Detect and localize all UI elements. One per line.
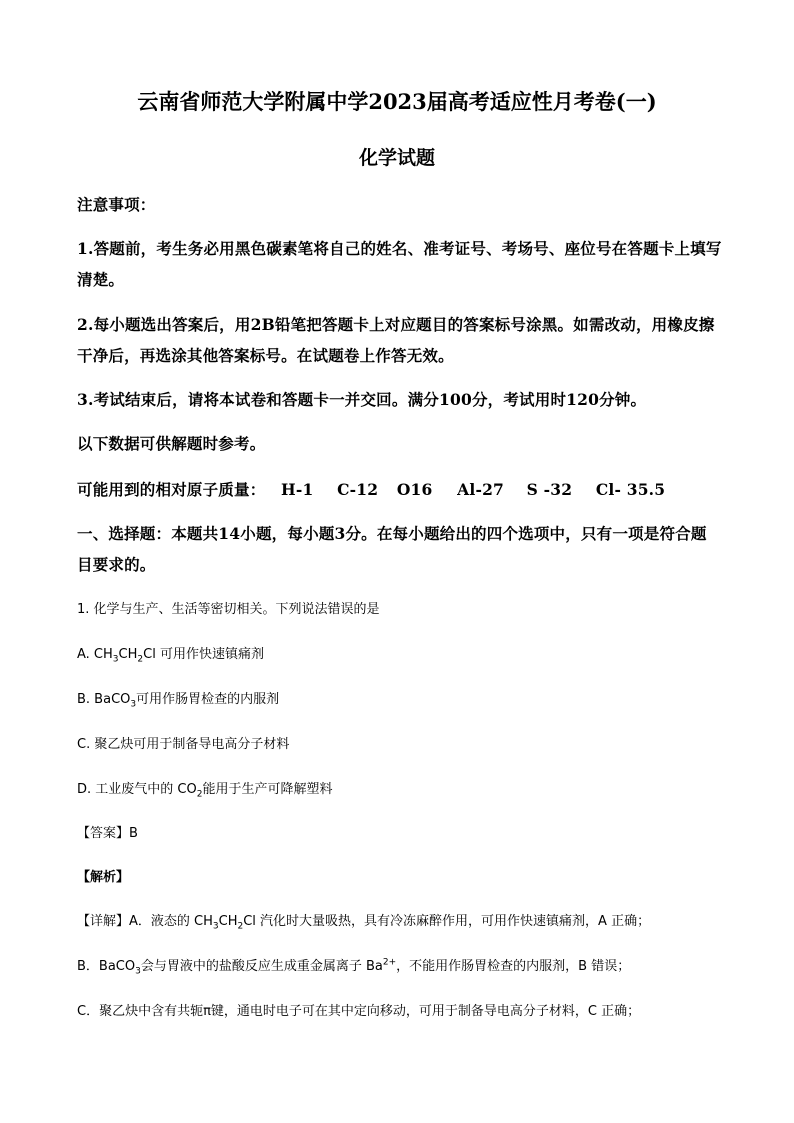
atomic-mass-o: O16 xyxy=(396,480,433,499)
notice-heading: 注意事项： xyxy=(77,195,156,214)
detail-b: B．BaCO$_3$会与胃液中的盐酸反应生成重金属离子 $Ba^{2+}$，不能用作肠胃检查的内服剂，B 错误； xyxy=(77,957,631,977)
question-stem: 1. 化学与生产、生活等密切相关。下列说法错误的是 xyxy=(77,602,380,617)
section-heading-line-2: 目要求的。 xyxy=(77,555,156,574)
option-c: C. 聚乙炔可用于制备导电高分子材料 xyxy=(77,737,290,752)
answer-label: 【答案】B xyxy=(77,826,138,841)
detail-a: 【详解】A．液态的 $CH_3CH_2Cl$ 汽化时大量吸热，具有冷冻麻醉作用，可用作快速镇痛剂，A 正确； xyxy=(77,914,651,932)
analysis-label: 【解析】 xyxy=(77,870,130,885)
notice-item-1-line-1: 1.答题前，考生务必用黑色碳素笔将自己的姓名、准考证号、考场号、座位号在答题卡上填写 xyxy=(77,239,722,258)
detail-c: C．聚乙炔中含有共轭π键，通电时电子可在其中定向移动，可用于制备导电高分子材料，C 正确； xyxy=(77,1004,641,1019)
document-subtitle: 化学试题 xyxy=(358,147,435,169)
atomic-mass-h: H-1 xyxy=(281,480,314,499)
atomic-mass-al: Al-27 xyxy=(457,480,505,499)
notice-item-1-line-2: 清楚。 xyxy=(77,270,125,289)
section-heading-line-1: 一、选择题：本题共14小题，每小题3分。在每小题给出的四个选项中，只有一项是符合题 xyxy=(77,524,707,543)
document-title: 云南省师范大学附属中学2023届高考适应性月考卷(一) xyxy=(137,89,657,114)
notice-item-2-line-2: 干净后，再选涂其他答案标号。在试题卷上作答无效。 xyxy=(77,346,454,365)
atomic-mass-c: C-12 xyxy=(337,480,379,499)
atomic-mass-line xyxy=(77,478,737,500)
option-a: A. $CH_3CH_2Cl$ 可用作快速镇痛剂 xyxy=(77,647,264,665)
option-b: B. BaCO$_3$可用作肠胃检查的内服剂 xyxy=(77,692,280,710)
atomic-mass-label: 可能用到的相对原子质量： xyxy=(77,480,266,499)
reference-note: 以下数据可供解题时参考。 xyxy=(77,434,266,453)
notice-item-2-line-1: 2.每小题选出答案后，用2B铅笔把答题卡上对应题目的答案标号涂黑。如需改动，用橡皮擦 xyxy=(77,315,715,334)
atomic-mass-s: S -32 xyxy=(526,480,573,499)
atomic-mass-cl: Cl- 35.5 xyxy=(595,480,666,499)
option-d: D. 工业废气中的 $CO_2$能用于生产可降解塑料 xyxy=(77,782,333,800)
notice-item-3: 3.考试结束后，请将本试卷和答题卡一并交回。满分100分，考试用时120分钟。 xyxy=(77,390,647,409)
